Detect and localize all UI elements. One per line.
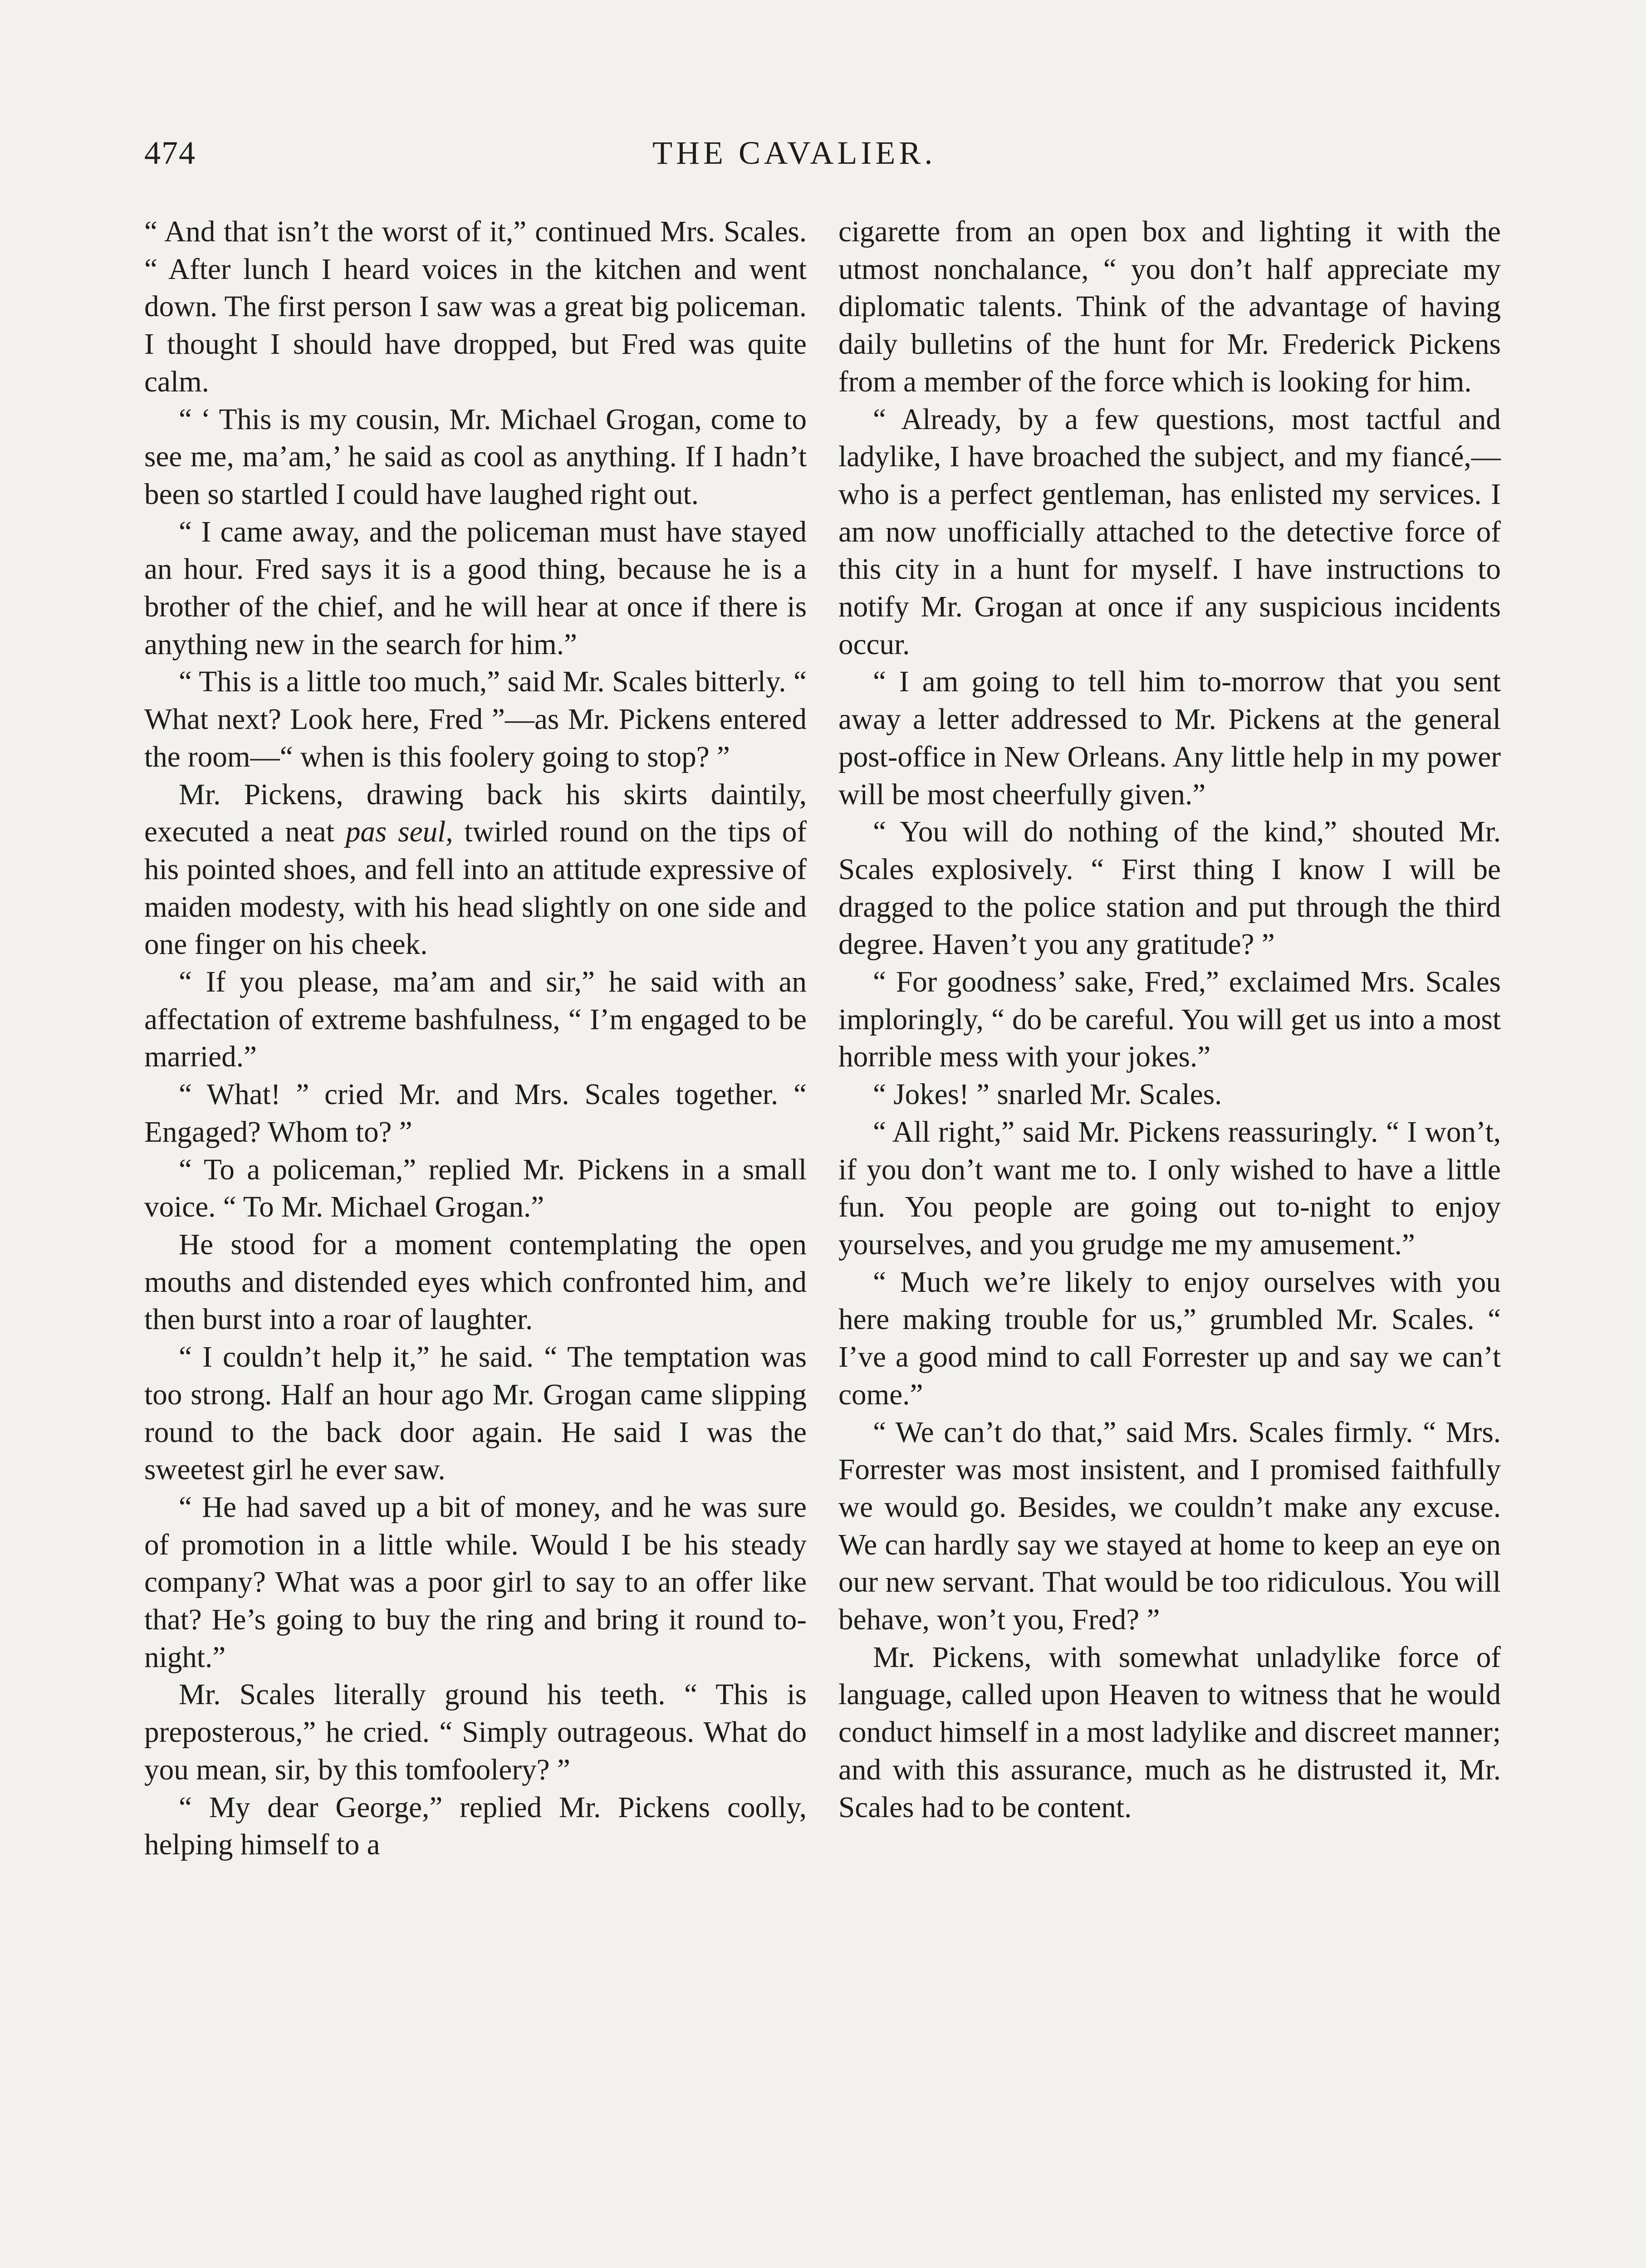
right-column xyxy=(838,213,1501,1826)
paragraph: “ ‘ This is my cousin, Mr. Michael Grogan, come to see me, ma’am,’ he said as cool as anything. If I hadn’t been so startled I could have laughed right out. xyxy=(144,403,807,511)
paragraph: “ And that isn’t the worst of it,” continued Mrs. Scales. “ After lunch I heard voices in the kitchen and went down. The first person I saw was a great big policeman. I thought I should have dropped, but Fred was quite calm. xyxy=(144,215,807,398)
page-number: 474 xyxy=(144,135,196,171)
paragraph: “ For goodness’ sake, Fred,” exclaimed Mrs. Scales imploringly, “ do be careful. You will get us into a most horrible mess with your jokes.” xyxy=(838,966,1501,1074)
paragraph: Mr. Pickens, with somewhat unladylike force of language, called upon Heaven to witness that he would conduct himself in a most ladylike and discreet manner; and with this assurance, much as he distrusted it, Mr. Scales had to be content. xyxy=(838,1641,1501,1824)
paragraph: “ You will do nothing of the kind,” shouted Mr. Scales explosively. “ First thing I know I will be dragged to the police station and put through the third degree. Haven’t you any gratitude? ” xyxy=(838,816,1501,961)
paragraph: “ I am going to tell him to-morrow that you sent away a letter addressed to Mr. Pickens at the general post-office in New Orleans. Any little help in my power will be most cheerfully given.” xyxy=(838,665,1501,811)
paragraph: cigarette from an open box and lighting it with the utmost nonchalance, “ you don’t half appreciate my diplomatic talents. Think of the advantage of having daily bulletins of the hunt for Mr. Frederick Pickens from a member of the force which is looking for him. xyxy=(838,215,1501,398)
paragraph: “ This is a little too much,” said Mr. Scales bitterly. “ What next? Look here, Fred ”—as Mr. Pickens entered the room—“ when is this foolery going to stop? ” xyxy=(144,665,807,773)
paragraph: “ If you please, ma’am and sir,” he said with an affectation of extreme bashfulness, “ I’m engaged to be married.” xyxy=(144,966,807,1074)
page-header xyxy=(144,134,1501,184)
paragraph: Mr. Scales literally ground his teeth. “ This is preposterous,” he cried. “ Simply outrageous. What do you mean, sir, by this tomfoolery? ” xyxy=(144,1678,807,1786)
paragraph: “ I came away, and the policeman must have stayed an hour. Fred says it is a good thing, because he is a brother of the chief, and he will hear at once if there is anything new in the search for him.” xyxy=(144,515,807,661)
running-head: THE CAVALIER. xyxy=(652,135,936,171)
paragraph: “ He had saved up a bit of money, and he was sure of promotion in a little while. Would I be his steady company? What was a poor girl to say to an offer like that? He’s going to buy the ring and bring it round to-night.” xyxy=(144,1491,807,1674)
left-column xyxy=(144,213,807,1864)
paragraph: “ Much we’re likely to enjoy ourselves with you here making trouble for us,” grumbled Mr. Scales. “ I’ve a good mind to call Forrester up and say we can’t come.” xyxy=(838,1266,1501,1411)
paragraph: “ I couldn’t help it,” he said. “ The temptation was too strong. Half an hour ago Mr. Grogan came slipping round to the back door again. He said I was the sweetest girl he ever saw. xyxy=(144,1341,807,1486)
italic-phrase: pas seul, xyxy=(345,816,453,849)
paragraph: “ Jokes! ” snarled Mr. Scales. xyxy=(873,1078,1222,1111)
paragraph: “ All right,” said Mr. Pickens reassuringly. “ I won’t, if you don’t want me to. I only wished to have a little fun. You people are going out to-night to enjoy yourselves, and you grudge me my amusement.” xyxy=(838,1115,1501,1261)
paragraph: “ Already, by a few questions, most tactful and ladylike, I have broached the subject, and my fiancé,—who is a perfect gentleman, has enlisted my services. I am now unofficially attached to the detective force of this city in a hunt for myself. I have instructions to notify Mr. Grogan at once if any suspicious incidents occur. xyxy=(838,403,1501,661)
paragraph: “ My dear George,” replied Mr. Pickens coolly, helping himself to a xyxy=(144,1791,807,1862)
paragraph: “ We can’t do that,” said Mrs. Scales firmly. “ Mrs. Forrester was most insistent, and I promised faithfully we would go. Besides, we couldn’t make any excuse. We can hardly say we stayed at home to keep an eye on our new servant. That would be too ridiculous. You will behave, won’t you, Fred? ” xyxy=(838,1416,1501,1637)
paragraph: “ What! ” cried Mr. and Mrs. Scales together. “ Engaged? Whom to? ” xyxy=(144,1078,807,1149)
paragraph: Mr. Pickens, drawing back his skirts daintily, executed a neat pas seul, twirled round on the tips of his pointed shoes, and fell into an attitude expressive of maiden modesty, with his head slightly on one side and one finger on his cheek. xyxy=(144,778,807,961)
paragraph: “ To a policeman,” replied Mr. Pickens in a small voice. “ To Mr. Michael Grogan.” xyxy=(144,1153,807,1224)
paragraph: He stood for a moment contemplating the open mouths and distended eyes which confronted him, and then burst into a roar of laughter. xyxy=(144,1228,807,1336)
